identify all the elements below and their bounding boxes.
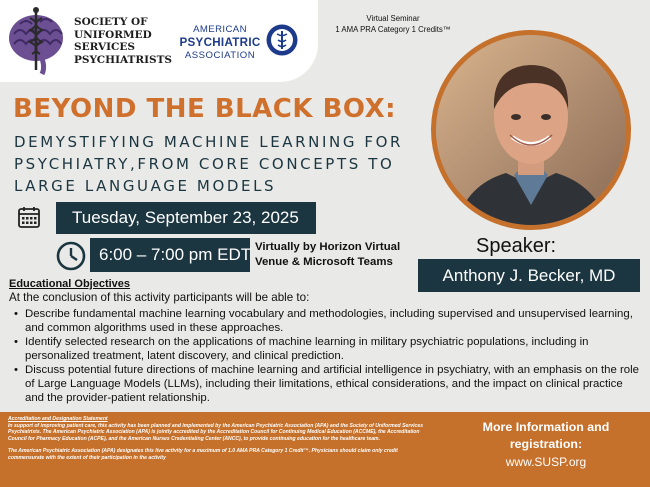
seminar-type: Virtual Seminar (366, 14, 420, 23)
logo-panel (0, 0, 318, 82)
partner-name (176, 24, 264, 61)
objectives-heading: Educational Objectives (9, 278, 131, 290)
seminar-info (330, 13, 456, 35)
partner-name-line3: ASSOCIATION (184, 50, 256, 61)
event-venue: Virtually by Horizon Virtual Venue & Microsoft Teams (255, 241, 401, 268)
more-info-label: More Information and registration: (482, 420, 610, 451)
speaker-name: Anthony J. Becker, MD (418, 259, 640, 292)
partner-name-line2: PSYCHIATRIC (179, 36, 261, 49)
registration-link[interactable]: www.SUSP.org (505, 455, 587, 469)
brain-caduceus-logo (6, 4, 70, 76)
accreditation-block (8, 416, 428, 468)
credits-text: 1 AMA PRA Category 1 Credits™ (335, 25, 451, 34)
speaker-portrait (436, 35, 626, 225)
objectives-list (12, 307, 642, 405)
event-title: BEYOND THE BLACK BOX: (13, 94, 397, 124)
event-time: 6:00 – 7:00 pm EDT (90, 238, 250, 272)
objectives-intro: At the conclusion of this activity participants will be able to: (9, 291, 310, 304)
objective-item: • Describe fundamental machine learning vocabulary and methodologies, including supervised and unsupervised learning, and common algorithms used in these approaches. (12, 307, 642, 335)
accreditation-text: In support of improving patient care, this activity has been planned and implemented by the American Psychiatric Association (APA) and the Society of Uniformed Services Psychiatrists. The American Psychiatric Association (APA) is jointly accredited by the Accreditation Council for Continuing Medical Education (ACCME), the Accreditation Council for Pharmacy Education (ACPE), and the American Nurses Credentialing Center (ANCC), to provide continuing education for the healthcare team. (8, 422, 424, 442)
calendar-icon (17, 205, 41, 229)
objective-item: • Identify selected research on the applications of machine learning in military psychiatric populations, including in personalized treatment, latent discovery, and clinical prediction. (12, 335, 642, 363)
designation-text: The American Psychiatric Association (APA) designates this live activity for a maximum of 1.0 AMA PRA Category 1 Credit™. Physicians should claim only credit commensurate with the extent of their participation in the activity (8, 448, 398, 461)
speaker-photo (431, 30, 631, 230)
footer (0, 412, 650, 487)
partner-name-line1: AMERICAN (193, 24, 247, 35)
speaker-label: Speaker: (476, 235, 557, 257)
event-subtitle: DEMYSTIFYING MACHINE LEARNING FOR PSYCHIATRY,FROM CORE CONCEPTS TO LARGE LANGUAGE MODELS (14, 133, 404, 195)
clock-icon (56, 241, 86, 271)
society-name: SOCIETY OF UNIFORMED SERVICES PSYCHIATRISTS (74, 16, 172, 66)
objective-item: • Discuss potential future directions of machine learning and artificial intelligence in psychiatry, with an emphasis on the role of Large Language Models (LLMs), including their limitations, ethical considerations, and the impact on clinical practice and the provider-patient relationship. (12, 363, 642, 405)
apa-logo (266, 24, 298, 56)
accreditation-heading: Accreditation and Designation Statement (8, 416, 108, 422)
event-date: Tuesday, September 23, 2025 (56, 202, 316, 234)
